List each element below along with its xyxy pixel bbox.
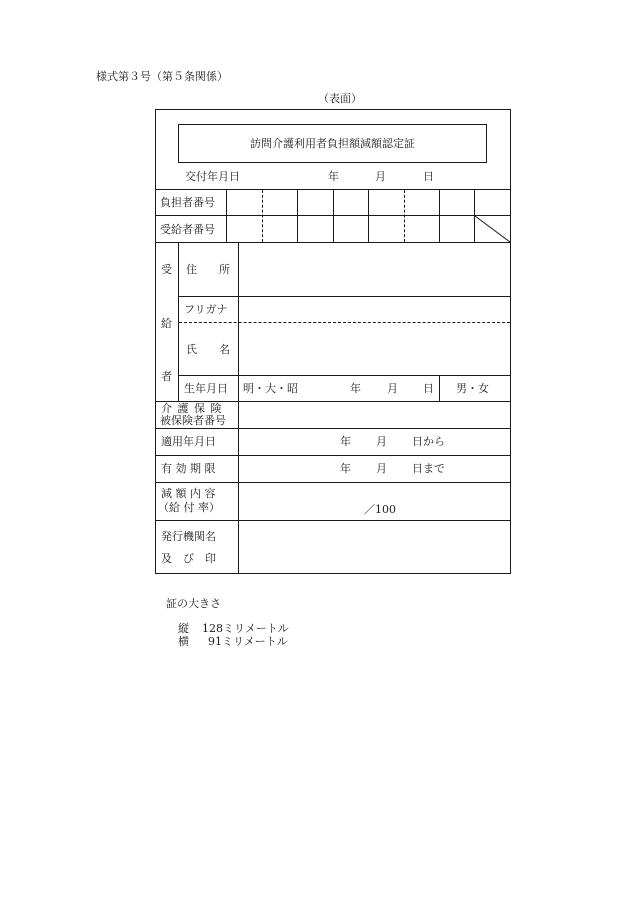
birth-year-label: 年 — [350, 382, 361, 395]
applied-date-label: 適用年月日 — [161, 435, 216, 448]
validity-label: 有 効 期 限 — [161, 462, 216, 475]
reduction-label-line2: （給 付 率） — [158, 501, 220, 514]
issue-date-label: 交付年月日 — [185, 170, 240, 183]
recipient-number-diagonal — [474, 215, 511, 243]
issuer-label-line2: 及 び 印 — [161, 552, 216, 565]
issue-year-label: 年 — [328, 170, 339, 183]
era-options: 明・大・昭 — [243, 382, 298, 395]
gender-options: 男・女 — [456, 382, 489, 395]
size-width-label: 横 — [178, 635, 189, 648]
size-height-label: 縦 — [178, 622, 189, 635]
issue-day-label: 日 — [423, 170, 434, 183]
applied-date-suffix: 日から — [412, 435, 445, 448]
reduction-rate-value: ／100 — [364, 503, 396, 516]
recipient-label-char-3: 者 — [161, 370, 172, 383]
validity-year-label: 年 — [340, 462, 351, 475]
furigana-label: フリガナ — [184, 303, 228, 316]
size-width-value: 91ミリメートル — [208, 635, 288, 648]
issuer-label-line1: 発行機関名 — [161, 530, 216, 543]
validity-suffix: 日まで — [412, 462, 445, 475]
applied-year-label: 年 — [340, 435, 351, 448]
certificate-title: 訪問介護利用者負担額減額認定証 — [250, 137, 415, 150]
size-height-value: 128ミリメートル — [202, 622, 289, 635]
reduction-label-line1: 減 額 内 容 — [161, 487, 216, 500]
form-number: 様式第３号（第５条関係） — [96, 70, 228, 83]
applied-month-label: 月 — [376, 435, 387, 448]
insured-label-line2: 被保険者番号 — [160, 414, 226, 427]
address-label: 住 所 — [186, 263, 230, 276]
validity-month-label: 月 — [376, 462, 387, 475]
recipient-label-char-1: 受 — [161, 263, 172, 276]
insured-label-line1: 介 護 保 険 — [161, 402, 223, 415]
payer-number-label: 負担者番号 — [160, 196, 215, 209]
name-label: 氏 名 — [186, 343, 230, 356]
recipient-number-label: 受給者番号 — [160, 223, 215, 236]
birth-day-label: 日 — [423, 382, 434, 395]
birth-month-label: 月 — [387, 382, 398, 395]
size-note-title: 証の大きさ — [166, 597, 221, 610]
recipient-label-char-2: 給 — [161, 317, 172, 330]
side-label: （表面） — [318, 92, 362, 105]
birthdate-label: 生年月日 — [184, 382, 228, 395]
issue-month-label: 月 — [375, 170, 386, 183]
